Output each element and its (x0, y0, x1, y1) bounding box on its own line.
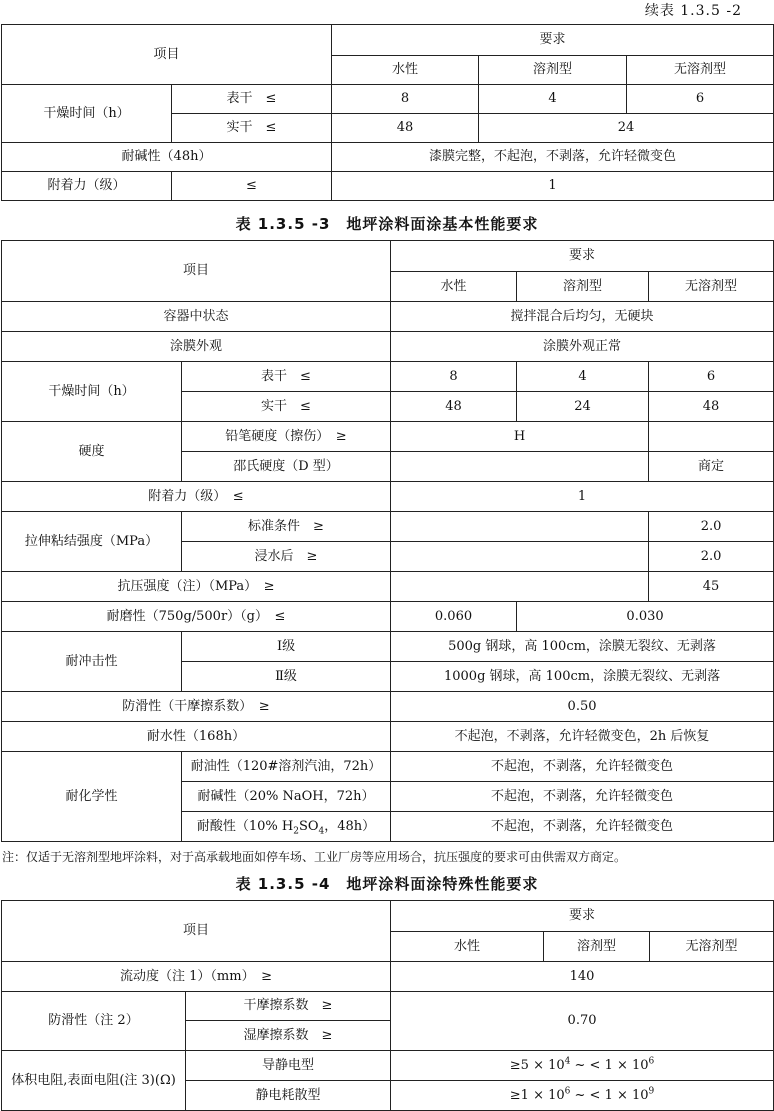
slip-value: 0.50 (391, 692, 774, 722)
impact-label: 耐冲击性 (2, 632, 182, 692)
hard-dry-other: 24 (479, 114, 774, 143)
impact-grade-1-value: 500g 钢球，高 100cm，涂膜无裂纹、无剥落 (391, 632, 774, 662)
header-requirement: 要求 (391, 901, 774, 932)
hard-dry-label: 实干 ≤ (182, 392, 391, 422)
shore-hardness-empty (391, 452, 649, 482)
alkali-resistance-value: 不起泡，不剥落，允许轻微变色 (391, 782, 774, 812)
soaked-value: 2.0 (649, 542, 774, 572)
adhesion-value: 1 (332, 172, 774, 201)
shore-hardness-label: 邵氏硬度（D 型） (182, 452, 391, 482)
header-item: 项目 (2, 241, 391, 302)
header-item: 项目 (2, 901, 391, 962)
friction-value: 0.70 (391, 992, 774, 1051)
slip-label: 防滑性（注 2） (2, 992, 186, 1051)
adhesion-label: 附着力（级） ≤ (2, 482, 391, 512)
oil-resistance-label: 耐油性（120#溶剂汽油，72h） (182, 752, 391, 782)
wet-friction-label: 湿摩擦系数 ≥ (186, 1021, 391, 1051)
hard-dry-solvent: 24 (517, 392, 649, 422)
shore-hardness-value: 商定 (649, 452, 774, 482)
pencil-hardness-solventless (649, 422, 774, 452)
adhesion-label: 附着力（级） (2, 172, 172, 201)
surface-dry-solventless: 6 (649, 362, 774, 392)
surface-dry-label: 表干 ≤ (182, 362, 391, 392)
slip-label: 防滑性（干摩擦系数） ≥ (2, 692, 391, 722)
header-water: 水性 (391, 932, 544, 962)
impact-grade-1-label: Ⅰ级 (182, 632, 391, 662)
chemical-label: 耐化学性 (2, 752, 182, 842)
fluidity-value: 140 (391, 962, 774, 992)
surface-dry-solvent: 4 (479, 85, 627, 114)
surface-dry-label: 表干 ≤ (172, 85, 332, 114)
dissipative-value: $\ge 1 \times 10^6$ ~ < $1 \times 10^9$ (391, 1081, 774, 1111)
hard-dry-label: 实干 ≤ (172, 114, 332, 143)
alkali-value: 漆膜完整，不起泡，不剥落，允许轻微变色 (332, 143, 774, 172)
adhesion-value: 1 (391, 482, 774, 512)
film-appearance-value: 涂膜外观正常 (391, 332, 774, 362)
abrasion-water: 0.060 (391, 602, 517, 632)
acid-resistance-value: 不起泡，不剥落，允许轻微变色 (391, 812, 774, 842)
conductive-value: $\ge 5 \times 10^4$ ~ < $1 \times 10^6$ (391, 1051, 774, 1081)
table-1-3-5-2 (1, 24, 774, 201)
header-solventless: 无溶剂型 (650, 932, 774, 962)
soaked-label: 浸水后 ≥ (182, 542, 391, 572)
header-water: 水性 (332, 56, 479, 85)
header-solventless: 无溶剂型 (627, 56, 774, 85)
hardness-label: 硬度 (2, 422, 182, 482)
water-resistance-label: 耐水性（168h） (2, 722, 391, 752)
abrasion-label: 耐磨性（750g/500r）（g） ≤ (2, 602, 391, 632)
standard-condition-label: 标准条件 ≥ (182, 512, 391, 542)
tensile-label: 拉伸粘结强度（MPa） (2, 512, 182, 572)
pencil-hardness-value: H (391, 422, 649, 452)
surface-dry-water: 8 (332, 85, 479, 114)
adhesion-operator: ≤ (172, 172, 332, 201)
table-3-note: 注：仅适于无溶剂型地坪涂料，对于高承载地面如停车场、工业厂房等应用场合，抗压强度的要求可由供需双方商定。 (2, 850, 627, 864)
header-requirement: 要求 (391, 241, 774, 272)
header-solventless: 无溶剂型 (649, 272, 774, 302)
water-resistance-value: 不起泡，不剥落，允许轻微变色，2h 后恢复 (391, 722, 774, 752)
table-1-3-5-4 (1, 900, 774, 1111)
compressive-empty (391, 572, 649, 602)
dry-friction-label: 干摩擦系数 ≥ (186, 992, 391, 1021)
alkali-resistance-label: 耐碱性（20% NaOH，72h） (182, 782, 391, 812)
impact-grade-2-value: 1000g 钢球，高 100cm，涂膜无裂纹、无剥落 (391, 662, 774, 692)
standard-condition-empty (391, 512, 649, 542)
impact-grade-2-label: Ⅱ级 (182, 662, 391, 692)
container-state-value: 搅拌混合后均匀，无硬块 (391, 302, 774, 332)
hard-dry-water: 48 (332, 114, 479, 143)
header-solvent: 溶剂型 (544, 932, 650, 962)
pencil-hardness-label: 铅笔硬度（擦伤） ≥ (182, 422, 391, 452)
surface-dry-solventless: 6 (627, 85, 774, 114)
table-3-caption: 表 1.3.5 -3 地坪涂料面涂基本性能要求 (235, 215, 539, 233)
hard-dry-solventless: 48 (649, 392, 774, 422)
film-appearance-label: 涂膜外观 (2, 332, 391, 362)
header-solvent: 溶剂型 (517, 272, 649, 302)
soaked-empty (391, 542, 649, 572)
container-state-label: 容器中状态 (2, 302, 391, 332)
alkali-label: 耐碱性（48h） (2, 143, 332, 172)
table-4-caption: 表 1.3.5 -4 地坪涂料面涂特殊性能要求 (235, 875, 539, 893)
standard-condition-value: 2.0 (649, 512, 774, 542)
dry-time-label: 干燥时间（h） (2, 362, 182, 422)
surface-dry-water: 8 (391, 362, 517, 392)
dissipative-label: 静电耗散型 (186, 1081, 391, 1111)
resistance-label: 体积电阻,表面电阻(注 3)(Ω) (2, 1051, 186, 1111)
abrasion-other: 0.030 (517, 602, 774, 632)
acid-resistance-label: 耐酸性（10% $H_2SO_4$，48h） (182, 812, 391, 842)
table-1-3-5-3 (1, 240, 774, 842)
compressive-value: 45 (649, 572, 774, 602)
conductive-label: 导静电型 (186, 1051, 391, 1081)
surface-dry-solvent: 4 (517, 362, 649, 392)
header-requirement: 要求 (332, 25, 774, 56)
header-item: 项目 (2, 25, 332, 85)
hard-dry-water: 48 (391, 392, 517, 422)
compressive-label: 抗压强度（注）（MPa） ≥ (2, 572, 391, 602)
dry-time-label: 干燥时间（h） (2, 85, 172, 143)
fluidity-label: 流动度（注 1）（mm） ≥ (2, 962, 391, 992)
header-water: 水性 (391, 272, 517, 302)
oil-resistance-value: 不起泡，不剥落，允许轻微变色 (391, 752, 774, 782)
header-solvent: 溶剂型 (479, 56, 627, 85)
continued-label: 续表 1.3.5 -2 (644, 3, 742, 19)
